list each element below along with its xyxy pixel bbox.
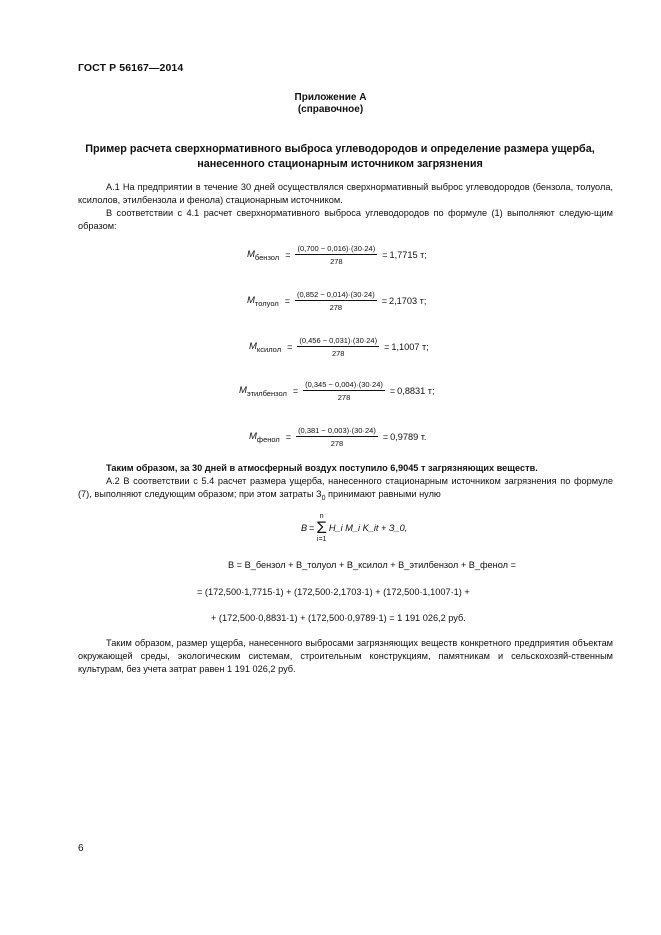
summary-emission-text: Таким образом, за 30 дней в атмосферный воздух поступило 6,9045 т загрязняющих веществ. (106, 463, 538, 473)
paragraph-a2-end: принимают равными нулю (325, 489, 441, 500)
damage-calc-line2: + (172,500·0,8831·1) + (172,500·0,9789·1) = 1 191 026,2 руб. (211, 613, 466, 623)
formula-fraction: $\frac{(0,700 - 0,016)\cdot(30\cdot 24)}{278}$ (297, 244, 376, 266)
appendix-subtitle: (справочное) (297, 104, 364, 115)
appendix-title: Приложение А (294, 92, 367, 103)
damage-sum-formula: B = n Σ i=1 H_i M_i K_it + З_0, (301, 513, 408, 543)
formula-benzol: $M_{бензол}$ = $\frac{(0,700 - 0,016)\cdot(30\cdot 24)}{278}$ = 1,7715 т; (247, 244, 427, 266)
damage-total-equation: B = B_бензол + B_толуол + B_ксилол + B_этилбензол + B_фенол = (228, 560, 516, 570)
formula-toluol: $M_{толуол}$ = $\frac{(0,852 - 0,014)\cdot(30\cdot 24)}{278}$ = 2,1703 т; (247, 290, 427, 312)
sum-body: H_i M_i K_it + З_0, (328, 523, 408, 533)
main-title (70, 142, 610, 172)
paragraph-a2-text: А.2 В соответствии с 5.4 расчет размера ущерба, нанесенного стационарным источником загрязнения по формуле (7), выполняют следующим образом; при этом затраты З (78, 476, 613, 500)
paragraph-a1 (78, 181, 613, 207)
page-number: 6 (78, 843, 84, 854)
main-title-line1: Пример расчета сверхнормативного выброса углеводородов и определение размера ущерба, (85, 143, 595, 155)
formula-result: 1,7715 т; (389, 250, 427, 260)
formula-result: 2,1703 т; (389, 296, 427, 306)
formula-ksilol: $M_{ксилол}$ = $\frac{(0,456 - 0,031)\cdot(30\cdot 24)}{278}$ = 1,1007 т; (249, 336, 429, 358)
paragraph-a2-sub: 0 (321, 495, 326, 503)
paragraph-conclusion (78, 637, 613, 677)
formula-etilbenzol: $M_{этилбензол}$ = $\frac{(0,345 - 0,004)\cdot(30\cdot 24)}{278}$ = 0,8831 т; (239, 380, 435, 402)
sum-symbol: n Σ i=1 (316, 513, 327, 543)
paragraph-a2 (78, 475, 613, 505)
formula-lhs: $M_{бензол}$ (247, 248, 280, 262)
paragraph-conclusion-text: Таким образом, размер ущерба, нанесенного выбросами загрязняющих веществ конкретного предприятия объектам окружающей среды, экологическим системам, строительным конструкциям, памятникам и сельскохозяй-ственным культурам, без учета затрат равен 1 191 026,2 руб. (78, 638, 613, 675)
formula-result: 0,9789 т. (390, 432, 427, 442)
formula-result: 1,1007 т; (391, 342, 429, 352)
formula-fenol: $M_{фенол}$ = $\frac{(0,381 - 0,003)\cdot(30\cdot 24)}{278}$ = 0,9789 т. (249, 426, 427, 448)
document-code: ГОСТ Р 56167—2014 (78, 62, 184, 74)
paragraph-a1b (78, 207, 613, 233)
summary-emission (78, 462, 613, 475)
damage-calc-line1: = (172,500·1,7715·1) + (172,500·2,1703·1) + (172,500·1,1007·1) + (197, 587, 470, 597)
paragraph-a1b-text: В соответствии с 4.1 расчет сверхнормативного выброса углеводородов по формуле (1) выполняют следую-щим образом: (78, 208, 613, 232)
paragraph-a1-text: А.1 На предприятии в течение 30 дней осуществлялся сверхнормативный выброс углеводородов (бензола, толуола, ксилолов, этилбензола и фенола) стационарным источником. (78, 182, 613, 206)
main-title-line2: нанесенного стационарным источником загрязнения (197, 158, 483, 170)
formula-result: 0,8831 т; (397, 386, 435, 396)
